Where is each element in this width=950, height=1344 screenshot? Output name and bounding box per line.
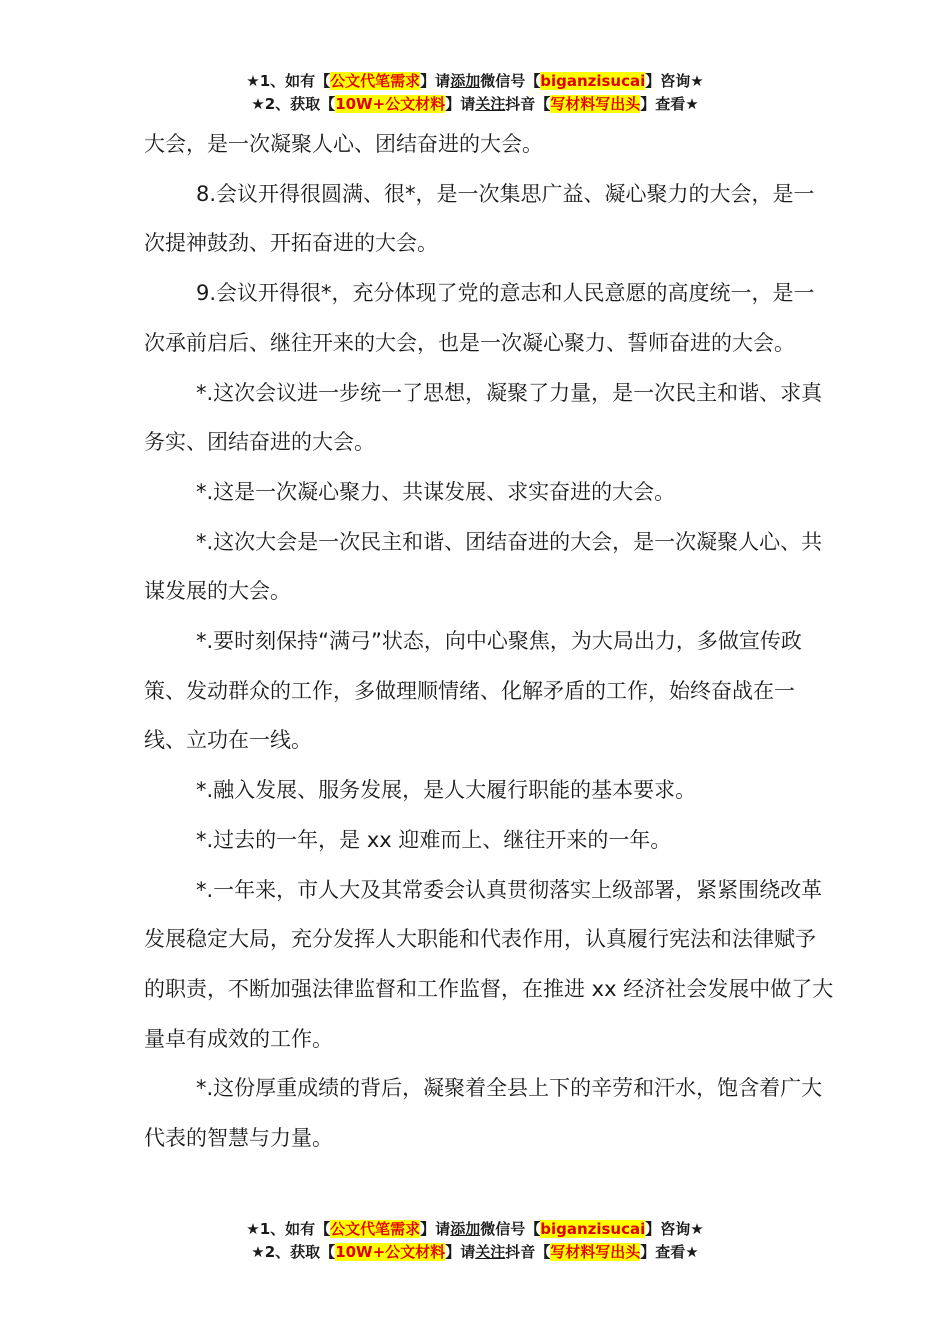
paragraph-10: *.这份厚重成绩的背后，凝聚着全县上下的辛劳和汗水，饱含着广大代表的智慧与力量。 bbox=[144, 1076, 823, 1151]
highlight-materials: 10W+公文材料 bbox=[335, 95, 446, 113]
paragraph-2: 9.会议开得很*，充分体现了党的意志和人民意愿的高度统一，是一次承前启后、继往开来的大会，也是一次凝心聚力、誓师奋进的大会。 bbox=[144, 281, 815, 355]
banner-line-1: ★1、如有【公文代笔需求】请添加微信号【biganzisucai】咨询★ bbox=[246, 72, 704, 90]
paragraph-7: *.融入发展、服务发展，是人大履行职能的基本要求。 bbox=[196, 778, 697, 803]
footer-highlight-douyin-id: 写材料写出头 bbox=[550, 1243, 641, 1261]
header-banner bbox=[0, 70, 950, 116]
banner-line-2: ★2、获取【10W+公文材料】请关注抖音【写材料写出头】查看★ bbox=[251, 95, 699, 113]
footer-highlight-service: 公文代笔需求 bbox=[330, 1220, 421, 1238]
paragraph-5: *.这次大会是一次民主和谐、团结奋进的大会，是一次凝聚人心、共谋发展的大会。 bbox=[144, 529, 823, 604]
highlight-wechat-id: biganzisucai bbox=[540, 72, 646, 90]
document-body bbox=[144, 120, 834, 1164]
highlight-douyin-id: 写材料写出头 bbox=[550, 95, 641, 113]
highlight-service: 公文代笔需求 bbox=[330, 72, 421, 90]
paragraph-6: *.要时刻保持“满弓”状态，向中心聚焦，为大局出力，多做宣传政策、发动群众的工作，多做理顺情绪、化解矛盾的工作，始终奋战在一线、立功在一线。 bbox=[144, 629, 802, 753]
paragraph-4: *.这是一次凝心聚力、共谋发展、求实奋进的大会。 bbox=[196, 479, 676, 504]
footer-highlight-wechat-id: biganzisucai bbox=[540, 1220, 646, 1238]
paragraph-3: *.这次会议进一步统一了思想，凝聚了力量，是一次民主和谐、求真务实、团结奋进的大会。 bbox=[144, 380, 823, 455]
footer-line-1: ★1、如有【公文代笔需求】请添加微信号【biganzisucai】咨询★ bbox=[246, 1220, 704, 1238]
footer-line-2: ★2、获取【10W+公文材料】请关注抖音【写材料写出头】查看★ bbox=[251, 1243, 699, 1261]
paragraph-9: *.一年来，市人大及其常委会认真贯彻落实上级部署，紧紧围绕改革发展稳定大局，充分发挥人大职能和代表作用，认真履行宪法和法律赋予的职责，不断加强法律监督和工作监督，在推进 xx 经济社会发展中做了大量卓有成效的工作。 bbox=[144, 877, 834, 1051]
paragraph-1: 8.会议开得很圆满、很*，是一次集思广益、凝心聚力的大会，是一次提神鼓劲、开拓奋进的大会。 bbox=[144, 181, 815, 256]
footer-highlight-materials: 10W+公文材料 bbox=[335, 1243, 446, 1261]
paragraph-0: 大会，是一次凝聚人心、团结奋进的大会。 bbox=[144, 132, 543, 156]
footer-banner bbox=[0, 1218, 950, 1264]
paragraph-8: *.过去的一年，是 xx 迎难而上、继往开来的一年。 bbox=[196, 827, 672, 852]
